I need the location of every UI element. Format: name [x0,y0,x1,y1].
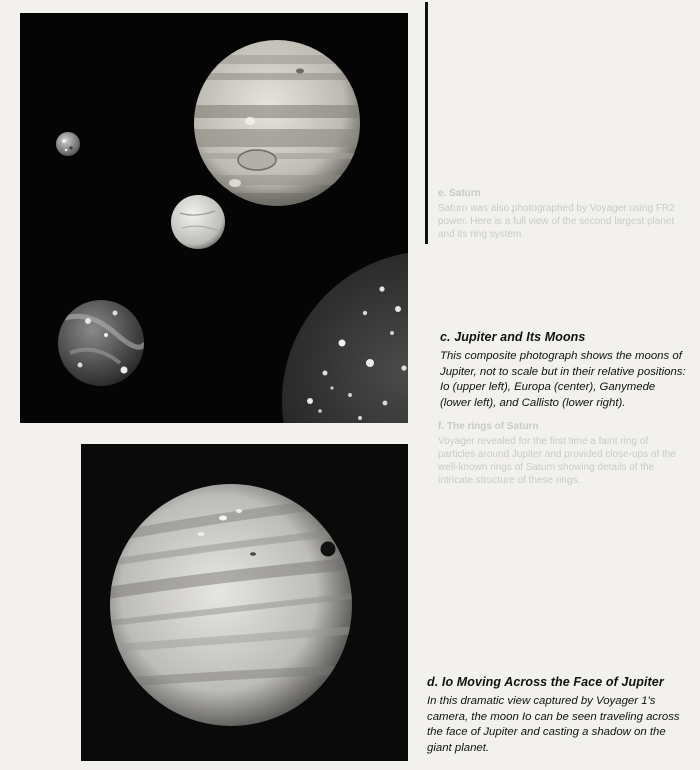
jupiter-planet-transit [101,484,371,726]
ganymede-moon [58,300,145,386]
caption-d-body: In this dramatic view captured by Voyager 1's camera, the moon Io can be seen traveling across the face of Jupiter and casting a shadow on the giant planet. [427,695,680,754]
caption-d-title: d. Io Moving Across the Face of Jupiter [427,675,664,689]
bleed-heading-f: f. The rings of Saturn [438,421,539,432]
bleed-heading-e: e. Saturn [438,188,481,199]
jupiter-planet [190,40,370,213]
io-moon [56,132,80,156]
column-rule [425,2,428,244]
io-transit-illustration [81,444,408,761]
bleed-paragraph-e: Saturn was also photographed by Voyager using FR2 power. Here is a full view of the second largest planet and its ring system. [438,203,675,240]
jupiter-moons-illustration [20,13,408,423]
callisto-moon [282,251,408,423]
photo-jupiter-and-moons [20,13,408,423]
caption-c-body: This composite photograph shows the moons of Jupiter, not to scale but in their relative positions: Io (upper left), Europa (center), Ganymede (lower left), and Callisto (lower right). [440,350,686,409]
caption-c-title: c. Jupiter and Its Moons [440,330,586,344]
io-shadow [321,542,336,557]
bleed-paragraph-f: Voyager revealed for the first time a faint ring of particles around Jupiter and provided close-ups of the well-known rings of Saturn showing details of the intricate structure of these rings. [438,436,676,486]
photo-io-transit [81,444,408,761]
europa-moon [171,195,225,249]
